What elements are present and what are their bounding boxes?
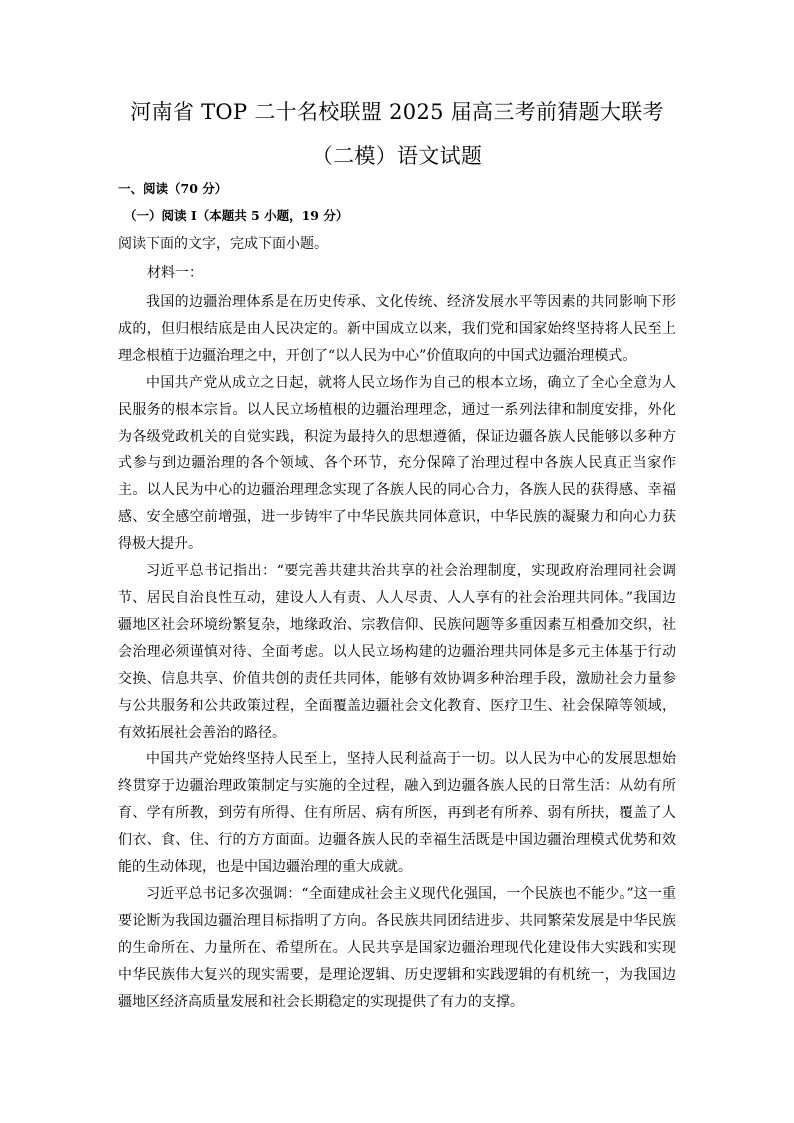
passage-paragraph: 习近平总书记多次强调：“全面建成社会主义现代化强国，一个民族也不能少。”这一重要论断为我国边疆治理目标指明了方向。各民族共同团结进步、共同繁荣发展是中华民族的生命所在、力量所在、希望所在。人民共享是国家边疆治理现代化建设伟大实践和实现中华民族伟大复兴的现实需要，是理论逻辑、历史逻辑和实践逻辑的有机统一，为我国边疆地区经济高质量发展和社会长期稳定的实现提供了有力的支撑。 — [118, 885, 676, 1010]
subsection-heading: （一）阅读 I（本题共 5 小题，19 分） — [124, 208, 349, 223]
exam-title-line-2: （二模）语文试题 — [311, 144, 483, 168]
section-heading: 一、阅读（70 分） — [118, 181, 228, 196]
passage-paragraph: 习近平总书记指出：“要完善共建共治共享的社会治理制度，实现政府治理同社会调节、居民自治良性互动，建设人人有责、人人尽责、人人享有的社会治理共同体。”我国边疆地区社会环境纷繁复杂，地缘政治、宗教信仰、民族问题等多重因素互相叠加交织，社会治理必须谨慎对待、全面考虑。以人民立场构建的边疆治理共同体是多元主体基于行动交换、信息共享、价值共创的责任共同体，能够有效协调多种治理手段，激励社会力量参与公共服务和公共政策过程，全面覆盖边疆社会文化教育、医疗卫生、社会保障等领域，有效拓展社会善治的路径。 — [118, 563, 676, 741]
passage-paragraph: 中国共产党从成立之日起，就将人民立场作为自己的根本立场，确立了全心全意为人民服务的根本宗旨。以人民立场植根的边疆治理理念，通过一系列法律和制度安排，外化为各级党政机关的自觉实践，积淀为最持久的思想遵循，保证边疆各族人民能够以多种方式参与到边疆治理的各个领域、各个环节，充分保障了治理过程中各族人民真正当家作主。以人民为中心的边疆治理理念实现了各族人民的同心合力，各族人民的获得感、幸福感、安全感空前增强，进一步铸牢了中华民族共同体意识，中华民族的凝聚力和向心力获得极大提升。 — [118, 374, 676, 553]
passage-paragraph: 中国共产党始终坚持人民至上，坚持人民利益高于一切。以人民为中心的发展思想始终贯穿于边疆治理政策制定与实施的全过程，融入到边疆各族人民的日常生活：从幼有所育、学有所教，到劳有所得、住有所居、病有所医，再到老有所养、弱有所扶，覆盖了人们衣、食、住、行的方方面面。边疆各族人民的幸福生活既是中国边疆治理模式优势和效能的生动体现，也是中国边疆治理的重大成就。 — [118, 751, 676, 876]
exam-title-line-1: 河南省 TOP 二十名校联盟 2025 届高三考前猜题大联考 — [130, 100, 664, 124]
reading-passage — [118, 289, 676, 1015]
passage-paragraph: 我国的边疆治理体系是在历史传承、文化传统、经济发展水平等因素的共同影响下形成的，但归根结底是由人民决定的。新中国成立以来，我们党和国家始终坚持将人民至上理念根植于边疆治理之中，开创了“以人民为中心”价值取向的中国式边疆治理模式。 — [118, 294, 676, 364]
reading-instruction: 阅读下面的文字，完成下面小题。 — [118, 236, 328, 252]
material-label: 材料一： — [147, 265, 203, 281]
